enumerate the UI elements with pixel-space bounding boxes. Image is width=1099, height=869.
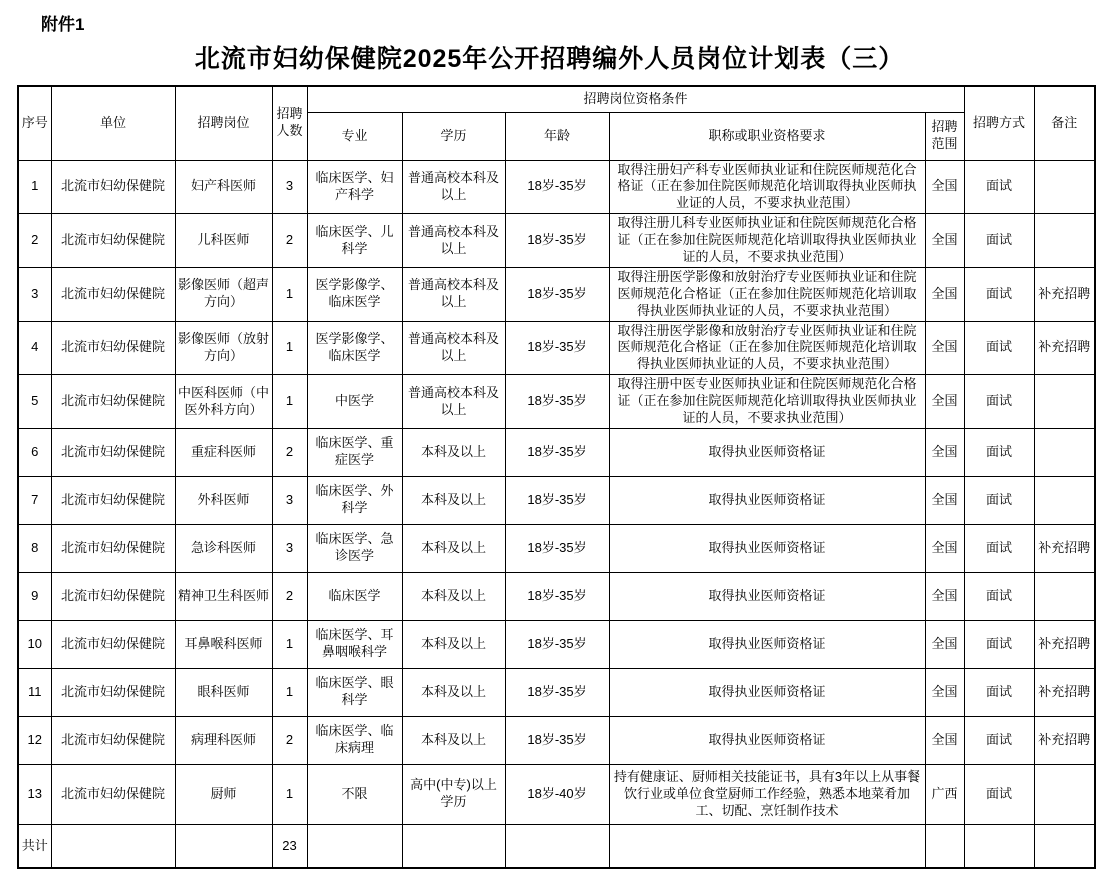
cell-method: 面试 xyxy=(964,321,1034,375)
cell-no: 12 xyxy=(18,716,51,764)
cell-no: 7 xyxy=(18,476,51,524)
total-unit xyxy=(51,824,175,868)
cell-method: 面试 xyxy=(964,214,1034,268)
cell-no: 9 xyxy=(18,572,51,620)
cell-scope: 全国 xyxy=(925,428,964,476)
cell-major: 临床医学、耳鼻咽喉科学 xyxy=(307,620,402,668)
cell-count: 2 xyxy=(272,428,307,476)
cell-no: 11 xyxy=(18,668,51,716)
col-header-count: 招聘人数 xyxy=(272,86,307,160)
cell-scope: 全国 xyxy=(925,668,964,716)
col-header-requirement: 职称或职业资格要求 xyxy=(609,112,925,160)
cell-major: 临床医学、儿科学 xyxy=(307,214,402,268)
table-row xyxy=(18,321,1095,375)
cell-note xyxy=(1034,160,1095,214)
cell-post: 病理科医师 xyxy=(175,716,272,764)
cell-post: 中医科医师（中医外科方向） xyxy=(175,375,272,429)
cell-post: 影像医师（超声方向） xyxy=(175,267,272,321)
total-note xyxy=(1034,824,1095,868)
cell-post: 厨师 xyxy=(175,764,272,824)
cell-age: 18岁-35岁 xyxy=(505,375,609,429)
table-row xyxy=(18,214,1095,268)
cell-count: 2 xyxy=(272,214,307,268)
table-row xyxy=(18,572,1095,620)
total-edu xyxy=(402,824,505,868)
cell-requirement: 取得执业医师资格证 xyxy=(609,524,925,572)
cell-note xyxy=(1034,375,1095,429)
cell-scope: 全国 xyxy=(925,716,964,764)
cell-edu: 本科及以上 xyxy=(402,476,505,524)
cell-scope: 全国 xyxy=(925,321,964,375)
cell-requirement: 取得执业医师资格证 xyxy=(609,716,925,764)
cell-major: 临床医学、外科学 xyxy=(307,476,402,524)
cell-note xyxy=(1034,428,1095,476)
total-label: 共计 xyxy=(18,824,51,868)
cell-edu: 普通高校本科及以上 xyxy=(402,375,505,429)
cell-scope: 全国 xyxy=(925,572,964,620)
cell-requirement: 取得执业医师资格证 xyxy=(609,476,925,524)
total-row xyxy=(18,824,1095,868)
cell-post: 耳鼻喉科医师 xyxy=(175,620,272,668)
cell-major: 中医学 xyxy=(307,375,402,429)
cell-unit: 北流市妇幼保健院 xyxy=(51,428,175,476)
cell-no: 5 xyxy=(18,375,51,429)
recruitment-plan-table xyxy=(17,85,1096,869)
cell-scope: 全国 xyxy=(925,160,964,214)
cell-note: 补充招聘 xyxy=(1034,716,1095,764)
cell-count: 1 xyxy=(272,267,307,321)
cell-note xyxy=(1034,764,1095,824)
col-header-no: 序号 xyxy=(18,86,51,160)
cell-age: 18岁-35岁 xyxy=(505,214,609,268)
col-header-post: 招聘岗位 xyxy=(175,86,272,160)
attachment-label: 附件1 xyxy=(41,15,85,34)
total-post xyxy=(175,824,272,868)
cell-unit: 北流市妇幼保健院 xyxy=(51,572,175,620)
cell-unit: 北流市妇幼保健院 xyxy=(51,764,175,824)
cell-age: 18岁-40岁 xyxy=(505,764,609,824)
cell-post: 儿科医师 xyxy=(175,214,272,268)
cell-method: 面试 xyxy=(964,160,1034,214)
cell-scope: 广西 xyxy=(925,764,964,824)
cell-no: 8 xyxy=(18,524,51,572)
cell-major: 临床医学、临床病理 xyxy=(307,716,402,764)
col-header-scope: 招聘范围 xyxy=(925,112,964,160)
cell-count: 3 xyxy=(272,476,307,524)
cell-scope: 全国 xyxy=(925,476,964,524)
cell-unit: 北流市妇幼保健院 xyxy=(51,668,175,716)
cell-unit: 北流市妇幼保健院 xyxy=(51,476,175,524)
col-header-major: 专业 xyxy=(307,112,402,160)
cell-no: 6 xyxy=(18,428,51,476)
cell-count: 3 xyxy=(272,160,307,214)
cell-no: 13 xyxy=(18,764,51,824)
cell-age: 18岁-35岁 xyxy=(505,160,609,214)
cell-method: 面试 xyxy=(964,668,1034,716)
col-header-note: 备注 xyxy=(1034,86,1095,160)
cell-age: 18岁-35岁 xyxy=(505,267,609,321)
cell-no: 3 xyxy=(18,267,51,321)
cell-method: 面试 xyxy=(964,572,1034,620)
cell-note xyxy=(1034,476,1095,524)
cell-post: 眼科医师 xyxy=(175,668,272,716)
cell-scope: 全国 xyxy=(925,214,964,268)
cell-major: 临床医学、急诊医学 xyxy=(307,524,402,572)
cell-no: 2 xyxy=(18,214,51,268)
cell-post: 重症科医师 xyxy=(175,428,272,476)
cell-scope: 全国 xyxy=(925,524,964,572)
total-scope xyxy=(925,824,964,868)
cell-scope: 全国 xyxy=(925,267,964,321)
cell-post: 外科医师 xyxy=(175,476,272,524)
cell-unit: 北流市妇幼保健院 xyxy=(51,716,175,764)
table-row xyxy=(18,524,1095,572)
cell-note xyxy=(1034,572,1095,620)
col-header-age: 年龄 xyxy=(505,112,609,160)
table-row xyxy=(18,620,1095,668)
cell-major: 临床医学 xyxy=(307,572,402,620)
cell-requirement: 取得注册医学影像和放射治疗专业医师执业证和住院医师规范化合格证（正在参加住院医师规范化培训取得执业医师执业证的人员，不要求执业范围） xyxy=(609,267,925,321)
cell-edu: 本科及以上 xyxy=(402,428,505,476)
cell-age: 18岁-35岁 xyxy=(505,524,609,572)
cell-requirement: 取得注册中医专业医师执业证和住院医师规范化合格证（正在参加住院医师规范化培训取得执业医师执业证的人员，不要求执业范围） xyxy=(609,375,925,429)
cell-count: 1 xyxy=(272,668,307,716)
cell-note: 补充招聘 xyxy=(1034,267,1095,321)
table-row xyxy=(18,160,1095,214)
cell-method: 面试 xyxy=(964,620,1034,668)
cell-major: 医学影像学、临床医学 xyxy=(307,267,402,321)
cell-unit: 北流市妇幼保健院 xyxy=(51,160,175,214)
cell-age: 18岁-35岁 xyxy=(505,321,609,375)
cell-post: 影像医师（放射方向） xyxy=(175,321,272,375)
cell-edu: 高中(中专)以上学历 xyxy=(402,764,505,824)
cell-unit: 北流市妇幼保健院 xyxy=(51,524,175,572)
cell-count: 3 xyxy=(272,524,307,572)
cell-note: 补充招聘 xyxy=(1034,321,1095,375)
cell-edu: 普通高校本科及以上 xyxy=(402,160,505,214)
cell-count: 2 xyxy=(272,572,307,620)
cell-method: 面试 xyxy=(964,524,1034,572)
page-title: 北流市妇幼保健院2025年公开招聘编外人员岗位计划表（三） xyxy=(194,45,905,73)
cell-unit: 北流市妇幼保健院 xyxy=(51,620,175,668)
cell-no: 10 xyxy=(18,620,51,668)
table-row xyxy=(18,668,1095,716)
cell-count: 2 xyxy=(272,716,307,764)
cell-age: 18岁-35岁 xyxy=(505,620,609,668)
cell-method: 面试 xyxy=(964,716,1034,764)
table-row xyxy=(18,428,1095,476)
cell-no: 4 xyxy=(18,321,51,375)
cell-requirement: 取得执业医师资格证 xyxy=(609,428,925,476)
cell-post: 妇产科医师 xyxy=(175,160,272,214)
cell-unit: 北流市妇幼保健院 xyxy=(51,267,175,321)
cell-edu: 本科及以上 xyxy=(402,668,505,716)
cell-age: 18岁-35岁 xyxy=(505,668,609,716)
cell-edu: 普通高校本科及以上 xyxy=(402,321,505,375)
cell-age: 18岁-35岁 xyxy=(505,572,609,620)
cell-unit: 北流市妇幼保健院 xyxy=(51,321,175,375)
cell-scope: 全国 xyxy=(925,620,964,668)
total-requirement xyxy=(609,824,925,868)
cell-requirement: 取得注册妇产科专业医师执业证和住院医师规范化合格证（正在参加住院医师规范化培训取得执业医师执业证的人员，不要求执业范围） xyxy=(609,160,925,214)
cell-edu: 本科及以上 xyxy=(402,620,505,668)
cell-age: 18岁-35岁 xyxy=(505,428,609,476)
table-row xyxy=(18,375,1095,429)
cell-post: 急诊科医师 xyxy=(175,524,272,572)
cell-method: 面试 xyxy=(964,375,1034,429)
cell-requirement: 取得注册儿科专业医师执业证和住院医师规范化合格证（正在参加住院医师规范化培训取得执业医师执业证的人员，不要求执业范围） xyxy=(609,214,925,268)
col-header-method: 招聘方式 xyxy=(964,86,1034,160)
cell-requirement: 取得注册医学影像和放射治疗专业医师执业证和住院医师规范化合格证（正在参加住院医师规范化培训取得执业医师执业证的人员，不要求执业范围） xyxy=(609,321,925,375)
cell-requirement: 取得执业医师资格证 xyxy=(609,668,925,716)
cell-note: 补充招聘 xyxy=(1034,524,1095,572)
total-major xyxy=(307,824,402,868)
cell-major: 临床医学、重症医学 xyxy=(307,428,402,476)
cell-requirement: 取得执业医师资格证 xyxy=(609,620,925,668)
cell-unit: 北流市妇幼保健院 xyxy=(51,214,175,268)
cell-edu: 普通高校本科及以上 xyxy=(402,267,505,321)
cell-count: 1 xyxy=(272,375,307,429)
cell-edu: 本科及以上 xyxy=(402,524,505,572)
cell-method: 面试 xyxy=(964,764,1034,824)
cell-age: 18岁-35岁 xyxy=(505,476,609,524)
col-header-edu: 学历 xyxy=(402,112,505,160)
col-header-qualification-group: 招聘岗位资格条件 xyxy=(307,86,964,112)
cell-method: 面试 xyxy=(964,428,1034,476)
table-row xyxy=(18,764,1095,824)
cell-requirement: 持有健康证、厨师相关技能证书，具有3年以上从事餐饮行业或单位食堂厨师工作经验，熟悉本地菜肴加工、切配、烹饪制作技术 xyxy=(609,764,925,824)
cell-major: 临床医学、妇产科学 xyxy=(307,160,402,214)
cell-no: 1 xyxy=(18,160,51,214)
cell-requirement: 取得执业医师资格证 xyxy=(609,572,925,620)
table-row xyxy=(18,267,1095,321)
cell-major: 医学影像学、临床医学 xyxy=(307,321,402,375)
cell-count: 1 xyxy=(272,620,307,668)
cell-edu: 本科及以上 xyxy=(402,716,505,764)
cell-age: 18岁-35岁 xyxy=(505,716,609,764)
cell-major: 临床医学、眼科学 xyxy=(307,668,402,716)
total-method xyxy=(964,824,1034,868)
cell-note xyxy=(1034,214,1095,268)
cell-post: 精神卫生科医师 xyxy=(175,572,272,620)
total-count: 23 xyxy=(272,824,307,868)
cell-edu: 普通高校本科及以上 xyxy=(402,214,505,268)
total-age xyxy=(505,824,609,868)
col-header-unit: 单位 xyxy=(51,86,175,160)
cell-count: 1 xyxy=(272,321,307,375)
cell-scope: 全国 xyxy=(925,375,964,429)
table-row xyxy=(18,476,1095,524)
header-row-1 xyxy=(18,86,1095,112)
cell-unit: 北流市妇幼保健院 xyxy=(51,375,175,429)
table-row xyxy=(18,716,1095,764)
cell-count: 1 xyxy=(272,764,307,824)
cell-edu: 本科及以上 xyxy=(402,572,505,620)
cell-note: 补充招聘 xyxy=(1034,668,1095,716)
cell-note: 补充招聘 xyxy=(1034,620,1095,668)
cell-major: 不限 xyxy=(307,764,402,824)
cell-method: 面试 xyxy=(964,476,1034,524)
cell-method: 面试 xyxy=(964,267,1034,321)
